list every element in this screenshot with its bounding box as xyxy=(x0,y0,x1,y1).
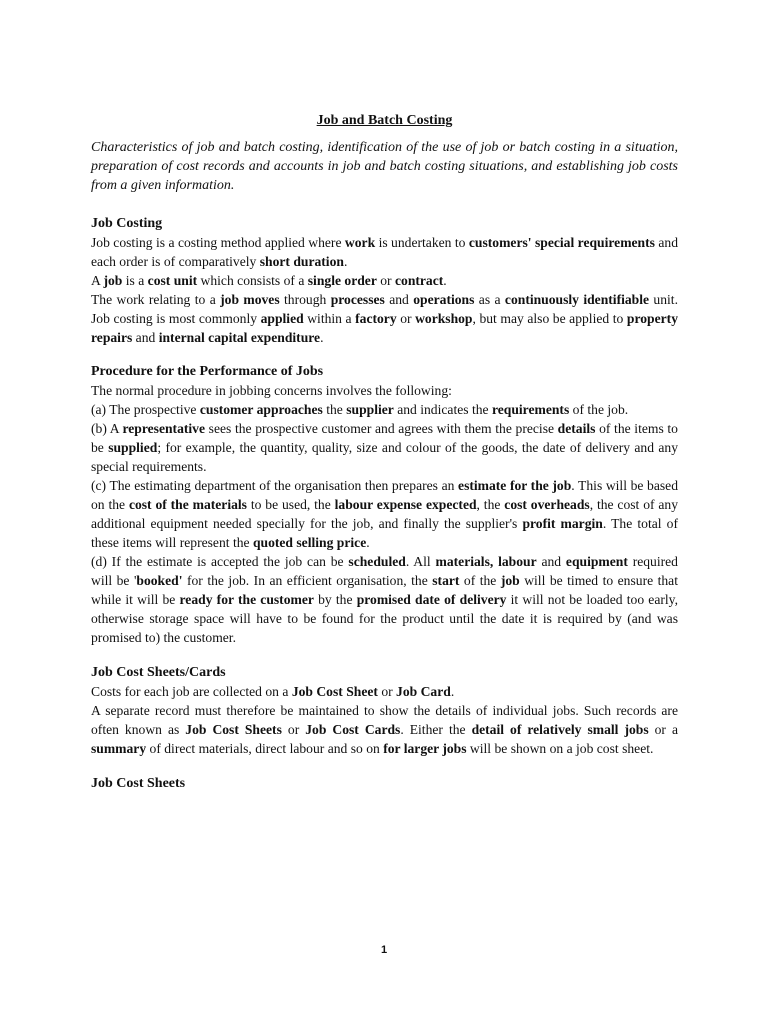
bold-term: scheduled xyxy=(348,554,406,569)
bold-term: supplier xyxy=(346,402,394,417)
bold-term: labour expense expected xyxy=(334,497,477,512)
job-costing-paragraph-1: Job costing is a costing method applied where work is undertaken to customers' special requirements and each order is of comparatively short duration. xyxy=(91,235,678,269)
document-title: Job and Batch Costing xyxy=(316,113,453,128)
bold-term: details xyxy=(557,421,596,436)
bold-term: cost unit xyxy=(147,273,198,288)
bold-term: detail of relatively small jobs xyxy=(471,722,649,737)
bold-term: workshop xyxy=(415,311,473,326)
bold-term: representative xyxy=(122,421,206,436)
bold-term: job moves xyxy=(220,292,280,307)
bold-term: estimate for the job xyxy=(458,478,572,493)
bold-term: requirements xyxy=(491,402,570,417)
heading-procedure: Procedure for the Performance of Jobs xyxy=(91,364,324,379)
document-body xyxy=(91,111,678,793)
bold-term: profit margin xyxy=(522,516,603,531)
bold-term: booked' xyxy=(136,573,183,588)
bold-term: customer approaches xyxy=(199,402,323,417)
bold-term: applied xyxy=(260,311,304,326)
cost-sheets-paragraph-1: Costs for each job are collected on a Job Cost Sheet or Job Card. xyxy=(91,684,455,699)
bold-term: Job Cost Cards xyxy=(305,722,401,737)
bold-term: equipment xyxy=(565,554,628,569)
procedure-step-a: (a) The prospective customer approaches the supplier and indicates the requirements of the job. xyxy=(91,402,629,417)
bold-term: customers' special requirements xyxy=(468,235,655,250)
bold-term: cost overheads xyxy=(504,497,590,512)
bold-term: cost of the materials xyxy=(128,497,247,512)
bold-term: start xyxy=(432,573,460,588)
bold-term: promised date of delivery xyxy=(356,592,507,607)
bold-term: operations xyxy=(413,292,475,307)
bold-term: ready for the customer xyxy=(179,592,314,607)
bold-term: summary xyxy=(91,741,147,756)
bold-term: Job Card xyxy=(396,684,451,699)
job-costing-paragraph-3: The work relating to a job moves through processes and operations as a continuously identifiable unit. Job costing is most commonly applied within a factory or workshop, but may also be applied to property repairs and internal capital expenditure. xyxy=(91,292,678,345)
cost-sheets-paragraph-2: A separate record must therefore be maintained to show the details of individual jobs. Such records are often known as Job Cost Sheets or Job Cost Cards. Either the detail of relatively small jobs or a summary of direct materials, direct labour and so on for larger jobs will be shown on a job cost sheet. xyxy=(91,703,678,756)
bold-term: property repairs xyxy=(91,311,678,345)
procedure-lead: The normal procedure in jobbing concerns involves the following: xyxy=(91,383,452,398)
bold-term: supplied xyxy=(108,440,158,455)
bold-term: Job Cost Sheets xyxy=(185,722,282,737)
bold-term: continuously identifiable xyxy=(504,292,650,307)
procedure-step-c: (c) The estimating department of the organisation then prepares an estimate for the job. This will be based on the cost of the materials to be used, the labour expense expected, the cost overheads, the cost of any additional equipment needed specially for the job, and finally the supplier's profit margin. The total of these items will represent the quoted selling price. xyxy=(91,478,679,550)
page-number: 1 xyxy=(380,944,388,956)
heading-job-cost-sheets-cards: Job Cost Sheets/Cards xyxy=(91,665,226,680)
heading-job-cost-sheets: Job Cost Sheets xyxy=(91,776,186,791)
bold-term: job xyxy=(103,273,123,288)
procedure-step-d: (d) If the estimate is accepted the job can be scheduled. All materials, labour and equipment required will be 'booked' for the job. In an efficient organisation, the start of the job will be timed to ensure that while it will be ready for the customer by the promised date of delivery it will not be loaded too early, otherwise storage space will have to be found for the product until the date it is required by (and was promised to) the customer. xyxy=(91,554,678,645)
bold-term: materials, labour xyxy=(435,554,537,569)
bold-term: for larger jobs xyxy=(383,741,467,756)
bold-term: job xyxy=(500,573,520,588)
heading-job-costing: Job Costing xyxy=(91,216,163,231)
bold-term: factory xyxy=(355,311,397,326)
bold-term: work xyxy=(344,235,376,250)
bold-term: quoted selling price xyxy=(252,535,367,550)
bold-term: short duration xyxy=(259,254,344,269)
bold-term: single order xyxy=(307,273,377,288)
bold-term: contract xyxy=(394,273,444,288)
job-costing-paragraph-2: A job is a cost unit which consists of a single order or contract. xyxy=(91,273,447,288)
bold-term: internal capital expenditure xyxy=(158,330,321,345)
bold-term: Job Cost Sheet xyxy=(291,684,378,699)
bold-term: processes xyxy=(330,292,385,307)
procedure-step-b: (b) A representative sees the prospective customer and agrees with them the precise details of the items to be supplied; for example, the quantity, quality, size and colour of the goods, the date of delivery and any special requirements. xyxy=(91,421,678,474)
intro-paragraph: Characteristics of job and batch costing, identification of the use of job or batch costing in a situation, preparation of cost records and accounts in job and batch costing situations, and establishing job costs from a given information. xyxy=(91,140,678,193)
